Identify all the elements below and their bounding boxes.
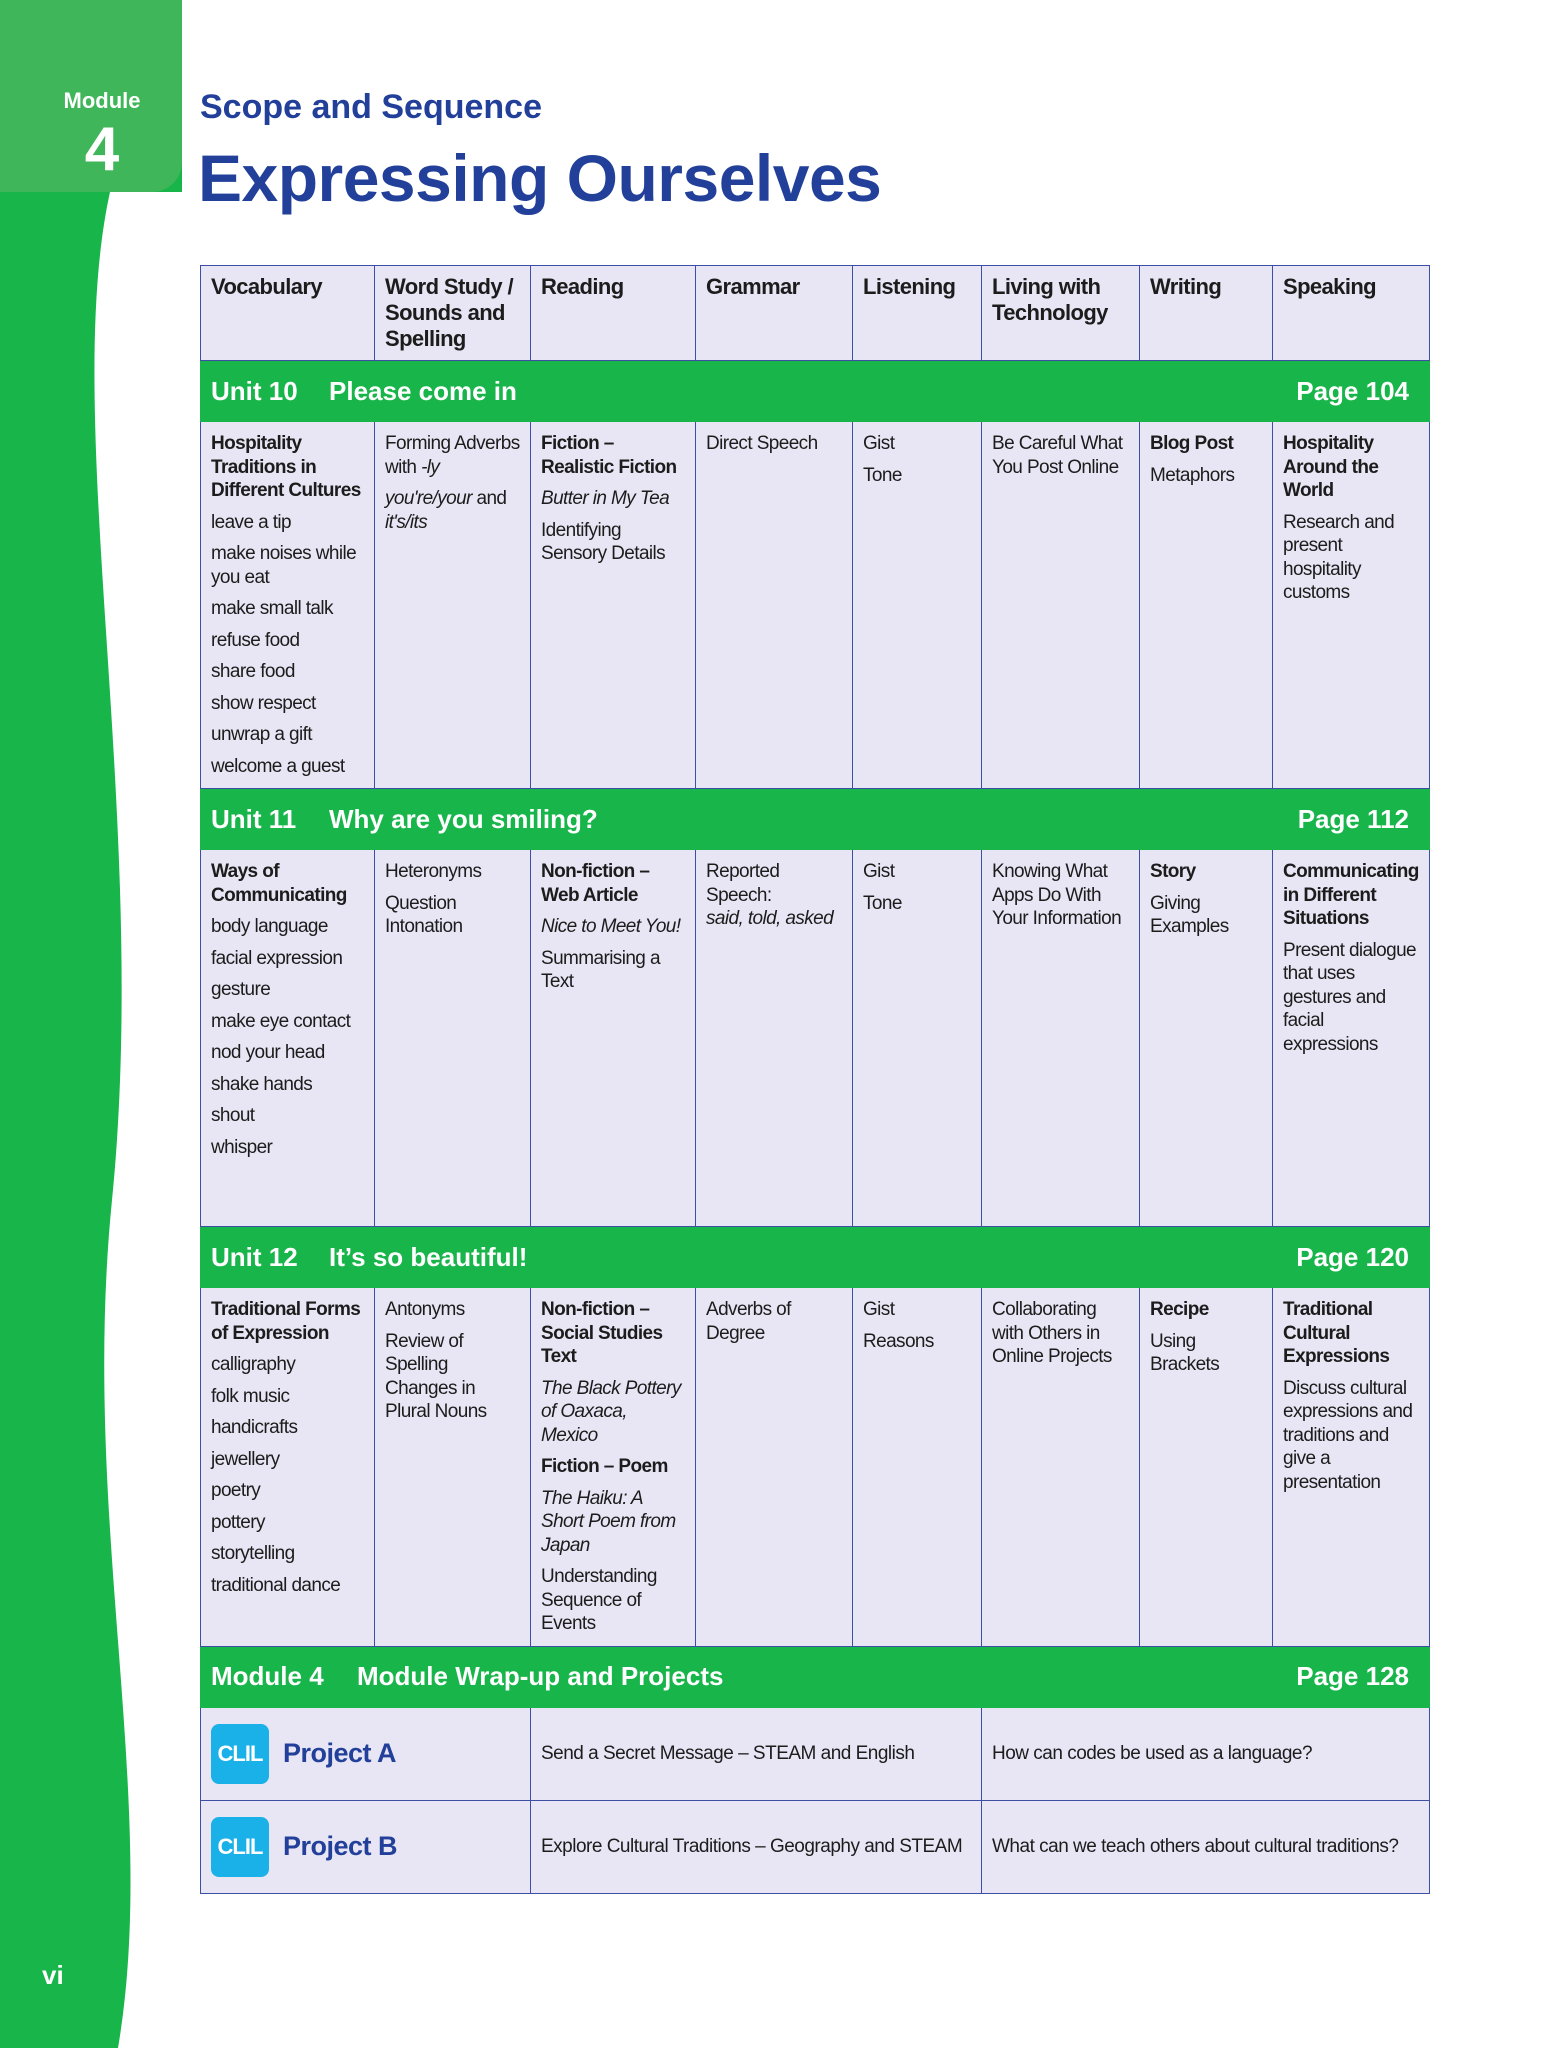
reading-title: The Haiku: A Short Poem from Japan [541, 1487, 676, 1556]
col-speaking: Speaking [1273, 266, 1430, 361]
reading-skill: Identifying Sensory Details [541, 519, 666, 564]
listening-item: Gist [863, 1299, 895, 1320]
word-study-pair: you're/your [385, 488, 472, 509]
word-study-cell [375, 422, 531, 789]
column-header-row [201, 266, 1430, 361]
listening-item: Tone [863, 464, 902, 486]
unit-number: Unit 11 [211, 803, 297, 834]
project-description: Send a Secret Message – STEAM and English [531, 1707, 982, 1800]
grammar-cell [696, 422, 853, 789]
reading-cell [531, 850, 696, 1227]
vocab-item: unwrap a gift [211, 724, 312, 745]
project-row [201, 1800, 1430, 1893]
word-study-suffix: -ly [421, 456, 440, 478]
speaking-heading: Communicating in Different Situations [1283, 861, 1419, 929]
vocabulary-cell [201, 422, 375, 789]
vocab-item: calligraphy [211, 1354, 296, 1375]
vocab-item: body language [211, 916, 328, 937]
vocab-item: make small talk [211, 598, 333, 619]
col-grammar: Grammar [696, 266, 853, 361]
grammar-text: Reported Speech: [706, 861, 780, 906]
vocab-item: traditional dance [211, 1574, 341, 1596]
col-vocabulary: Vocabulary [201, 266, 375, 361]
reading-skill: Understanding Sequence of Events [541, 1566, 657, 1634]
col-writing: Writing [1140, 266, 1273, 361]
vocab-item: show respect [211, 692, 316, 714]
word-study-text: Forming Adverbs with [385, 433, 520, 478]
technology-cell [982, 1288, 1140, 1647]
speaking-heading: Hospitality Around the World [1283, 433, 1379, 501]
writing-cell [1140, 850, 1273, 1227]
grammar-item: Adverbs of Degree [706, 1299, 791, 1344]
unit-number: Unit 12 [211, 1241, 298, 1272]
reading-skill: Summarising a Text [541, 947, 660, 992]
scope-sequence-table [200, 265, 1430, 1894]
word-study-item [385, 487, 520, 534]
project-question: How can codes be used as a language? [982, 1707, 1430, 1800]
technology-cell [982, 850, 1140, 1227]
reading-title: Butter in My Tea [541, 488, 670, 509]
reading-title: The Black Pottery of Oaxaca, Mexico [541, 1377, 681, 1446]
writing-heading: Blog Post [1150, 433, 1234, 454]
writing-skill: Giving Examples [1150, 892, 1229, 937]
reading-cell [531, 422, 696, 789]
listening-cell [853, 850, 982, 1227]
speaking-task: Research and present hospitality customs [1283, 511, 1395, 603]
vocab-item: whisper [211, 1136, 273, 1158]
project-question: What can we teach others about cultural traditions? [982, 1800, 1430, 1893]
unit-banner [201, 361, 1430, 422]
vocab-item: refuse food [211, 629, 300, 651]
col-word-study: Word Study / Sounds and Spelling [375, 266, 531, 361]
listening-item: Gist [863, 433, 895, 454]
grammar-cell [696, 850, 853, 1227]
grammar-cell [696, 1288, 853, 1647]
unit-title: Please come in [329, 375, 517, 406]
unit-header-row [201, 361, 1430, 422]
reading-genre: Non-fiction – Web Article [541, 861, 650, 906]
page-number: vi [42, 1960, 64, 1990]
project-name-cell [201, 1707, 531, 1800]
listening-item: Gist [863, 861, 895, 882]
unit-header-row [201, 1227, 1430, 1288]
reading-title: Nice to Meet You! [541, 916, 681, 937]
technology-item: Collaborating with Others in Online Projects [992, 1299, 1112, 1367]
vocab-item: shout [211, 1105, 255, 1126]
technology-cell [982, 422, 1140, 789]
vocab-item: nod your head [211, 1042, 325, 1063]
listening-item: Reasons [863, 1330, 934, 1352]
clil-badge: CLIL [211, 1817, 269, 1877]
reading-genre: Fiction – Realistic Fiction [541, 433, 677, 478]
vocab-item: poetry [211, 1480, 261, 1501]
listening-cell [853, 422, 982, 789]
vocab-heading: Ways of Communicating [211, 861, 347, 906]
unit-banner [201, 1227, 1430, 1288]
writing-skill: Using Brackets [1150, 1330, 1220, 1375]
word-study-item: Heteronyms [385, 861, 482, 882]
vocab-item: welcome a guest [211, 755, 345, 777]
unit-page: Page 104 [1296, 375, 1409, 406]
grammar-examples: said, told, asked [706, 908, 834, 929]
module-tab [0, 0, 182, 192]
unit-content-row [201, 850, 1430, 1227]
vocab-item: handicrafts [211, 1417, 298, 1438]
grammar-item [706, 860, 842, 931]
grammar-item: Direct Speech [706, 433, 818, 454]
technology-item: Be Careful What You Post Online [992, 433, 1123, 478]
col-reading: Reading [531, 266, 696, 361]
word-study-item: Review of Spelling Changes in Plural Nouns [385, 1330, 487, 1422]
unit-title: Why are you smiling? [329, 803, 598, 834]
project-description: Explore Cultural Traditions – Geography and STEAM [531, 1800, 982, 1893]
vocab-item: make eye contact [211, 1010, 351, 1032]
unit-page: Page 112 [1297, 803, 1409, 834]
vocab-item: leave a tip [211, 511, 292, 533]
word-study-item: Question Intonation [385, 892, 463, 937]
unit-title: It’s so beautiful! [329, 1241, 528, 1272]
wrapup-module: Module 4 [211, 1661, 324, 1691]
speaking-task: Discuss cultural expressions and traditions and give a presentation [1283, 1377, 1413, 1493]
module-label: Module [63, 88, 141, 113]
vocab-heading: Hospitality Traditions in Different Cultures [211, 433, 361, 501]
module-number: 4 [84, 115, 120, 184]
unit-content-row [201, 1288, 1430, 1647]
unit-number: Unit 10 [211, 375, 298, 406]
writing-heading: Story [1150, 861, 1196, 882]
side-green-band [0, 0, 200, 2048]
unit-header-row [201, 789, 1430, 850]
wrapup-title: Module Wrap-up and Projects [357, 1661, 724, 1691]
clil-badge: CLIL [211, 1724, 269, 1784]
wrapup-page: Page 128 [1296, 1661, 1409, 1691]
reading-genre: Fiction – Poem [541, 1456, 668, 1477]
vocab-item: share food [211, 661, 295, 682]
listening-item: Tone [863, 892, 902, 914]
vocabulary-cell [201, 1288, 375, 1647]
word-study-cell [375, 1288, 531, 1647]
col-listening: Listening [853, 266, 982, 361]
vocab-item: storytelling [211, 1543, 295, 1564]
writing-cell [1140, 422, 1273, 789]
vocab-item: facial expression [211, 947, 343, 969]
wrapup-banner [201, 1646, 1430, 1707]
vocab-item: gesture [211, 979, 271, 1000]
reading-cell [531, 1288, 696, 1647]
unit-page: Page 120 [1296, 1241, 1409, 1272]
section-kicker: Scope and Sequence [200, 88, 542, 126]
speaking-heading: Traditional Cultural Expressions [1283, 1299, 1390, 1367]
page-title: Expressing Ourselves [198, 141, 882, 215]
word-study-and: and [471, 488, 507, 509]
writing-heading: Recipe [1150, 1299, 1209, 1320]
vocab-item: make noises while you eat [211, 543, 357, 588]
word-study-pair: it's/its [385, 511, 428, 533]
technology-item: Knowing What Apps Do With Your Information [992, 861, 1122, 929]
speaking-task: Present dialogue that uses gestures and facial expressions [1283, 939, 1417, 1055]
project-name: Project B [283, 1831, 398, 1861]
vocabulary-cell [201, 850, 375, 1227]
project-row [201, 1707, 1430, 1800]
word-study-cell [375, 850, 531, 1227]
unit-content-row [201, 422, 1430, 789]
speaking-cell [1273, 1288, 1430, 1647]
vocab-item: pottery [211, 1511, 265, 1533]
vocab-item: folk music [211, 1385, 290, 1407]
reading-genre: Non-fiction – Social Studies Text [541, 1299, 663, 1367]
unit-banner [201, 789, 1430, 850]
listening-cell [853, 1288, 982, 1647]
word-study-item: Antonyms [385, 1299, 465, 1320]
writing-skill: Metaphors [1150, 464, 1235, 486]
speaking-cell [1273, 422, 1430, 789]
word-study-item [385, 432, 520, 479]
writing-cell [1140, 1288, 1273, 1647]
vocab-heading: Traditional Forms of Expression [211, 1299, 361, 1344]
vocab-item: shake hands [211, 1073, 313, 1095]
project-name: Project A [283, 1738, 397, 1768]
col-technology: Living with Technology [982, 266, 1140, 361]
wrapup-header-row [201, 1646, 1430, 1707]
vocab-item: jewellery [211, 1448, 280, 1470]
project-name-cell [201, 1800, 531, 1893]
speaking-cell [1273, 850, 1430, 1227]
